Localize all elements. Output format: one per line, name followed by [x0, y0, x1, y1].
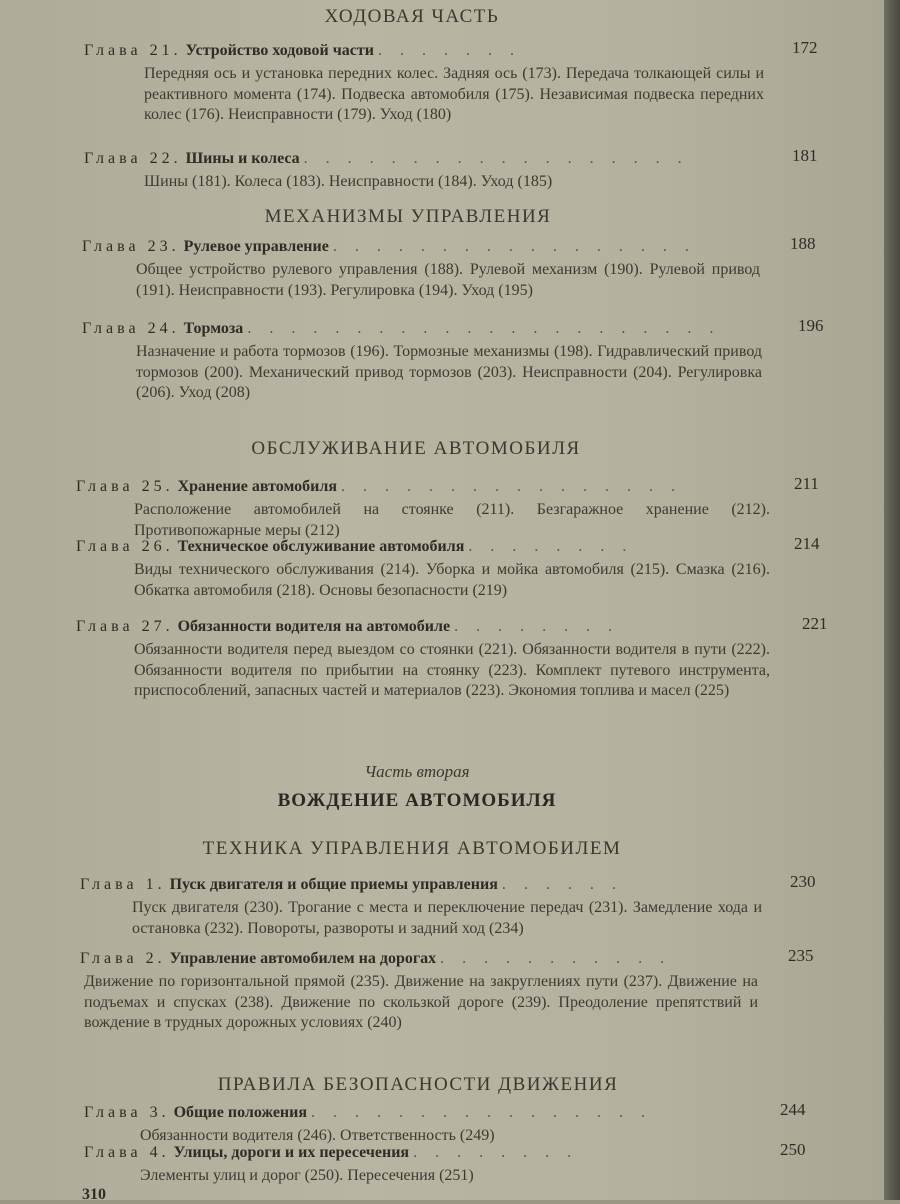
toc-chapter [76, 534, 856, 601]
toc-chapter [80, 872, 860, 939]
chapter-label: Глава 25. [76, 478, 174, 495]
leader-dots: . . . . . . . . [413, 1144, 579, 1161]
chapter-title: Управление автомобилем на дорогах [169, 950, 437, 967]
chapter-contents: Пуск двигателя (230). Трогание с места и переключение передач (231). Замедление хода и остановка (232). Повороты, развороты и задний ход (234) [132, 899, 762, 937]
leader-dots: . . . . . . . . [468, 538, 634, 555]
chapter-contents: Обязанности водителя перед выездом со стоянки (221). Обязанности водителя в пути (222). Обязанности водителя по прибытии на стоянку (223). Комплект путевого инструмента, приспособлений, запасных частей и материалов (223). Экономия топлива и масел (225) [134, 641, 770, 699]
leader-dots: . . . . . . . [377, 42, 521, 59]
chapter-contents: Передняя ось и установка передних колес. Задняя ось (173). Передача толкающей силы и реактивного момента (174). Подвеска автомобиля (175). Независимая подвеска передних колес (176). Неисправности (179). Уход (180) [144, 65, 764, 123]
toc-chapter [84, 146, 864, 193]
leader-dots: . . . . . . . . . . . . . . . . . . . . . . [247, 320, 721, 337]
section-heading: ПРАВИЛА БЕЗОПАСНОСТИ ДВИЖЕНИЯ [217, 1074, 619, 1095]
toc-chapter [84, 1100, 864, 1147]
leader-dots: . . . . . . . . . . . . . . . . [311, 1104, 653, 1121]
chapter-label: Глава 1. [80, 876, 166, 893]
chapter-page-number: 196 [798, 316, 824, 335]
chapter-contents: Расположение автомобилей на стоянке (211). Безгаражное хранение (212). Противопожарные меры (212) [134, 501, 770, 539]
chapter-contents: Виды технического обслуживания (214). Уборка и мойка автомобиля (215). Смазка (216). Обкатка автомобиля (218). Основы безопасности (219) [134, 561, 770, 599]
leader-dots: . . . . . . . . [454, 618, 620, 635]
page-number: 310 [82, 1186, 106, 1203]
chapter-contents: Элементы улиц и дорог (250). Пересечения (251) [140, 1167, 474, 1184]
toc-chapter [82, 316, 862, 404]
chapter-page-number: 188 [790, 234, 816, 253]
leader-dots: . . . . . . . . . . . [440, 950, 672, 967]
chapter-title: Общие положения [173, 1104, 308, 1121]
toc-chapter [82, 234, 862, 301]
chapter-page-number: 235 [788, 946, 814, 965]
chapter-title: Улицы, дороги и их пересечения [173, 1144, 410, 1161]
chapter-title: Пуск двигателя и общие приемы управления [169, 876, 498, 893]
book-binding-edge [884, 0, 900, 1200]
toc-chapter [84, 1140, 864, 1187]
chapter-label: Глава 27. [76, 618, 174, 635]
chapter-title: Обязанности водителя на автомобиле [177, 618, 451, 635]
chapter-title: Рулевое управление [183, 238, 329, 255]
section-heading: ОБСЛУЖИВАНИЕ АВТОМОБИЛЯ [251, 438, 581, 459]
chapter-title: Шины и колеса [185, 150, 300, 167]
leader-dots: . . . . . . . . . . . . . . . . [341, 478, 683, 495]
chapter-title: Устройство ходовой части [185, 42, 374, 59]
chapter-page-number: 221 [802, 614, 828, 633]
chapter-label: Глава 3. [84, 1104, 170, 1121]
section-heading: МЕХАНИЗМЫ УПРАВЛЕНИЯ [264, 206, 552, 227]
chapter-title: Техническое обслуживание автомобиля [177, 538, 465, 555]
section-heading: ТЕХНИКА УПРАВЛЕНИЯ АВТОМОБИЛЕМ [202, 838, 622, 859]
toc-chapter [84, 38, 864, 126]
part-title: ВОЖДЕНИЕ АВТОМОБИЛЯ [277, 790, 557, 811]
section-heading: ХОДОВАЯ ЧАСТЬ [324, 6, 500, 27]
chapter-label: Глава 4. [84, 1144, 170, 1161]
chapter-label: Глава 2. [80, 950, 166, 967]
chapter-page-number: 230 [790, 872, 816, 891]
toc-chapter [76, 614, 856, 702]
chapter-label: Глава 23. [82, 238, 180, 255]
chapter-contents: Обязанности водителя (246). Ответственность (249) [140, 1127, 495, 1144]
toc-chapter [76, 474, 856, 541]
chapter-page-number: 244 [780, 1100, 806, 1119]
part-label: Часть вторая [364, 762, 470, 781]
chapter-contents: Назначение и работа тормозов (196). Тормозные механизмы (198). Гидравлический привод тормозов (200). Механический привод тормозов (203). Неисправности (204). Регулировка (206). Уход (208) [136, 343, 762, 401]
chapter-contents: Шины (181). Колеса (183). Неисправности (184). Уход (185) [144, 173, 553, 190]
chapter-page-number: 211 [794, 474, 819, 493]
leader-dots: . . . . . . . . . . . . . . . . . [332, 238, 696, 255]
chapter-contents: Движение по горизонтальной прямой (235). Движение на закруглениях пути (237). Движение на подъемах и спусках (238). Движение по скользкой дороге (239). Преодоление препятствий и вождение в трудных дорожных условиях (240) [84, 973, 758, 1031]
chapter-title: Тормоза [183, 320, 244, 337]
leader-dots: . . . . . . . . . . . . . . . . . . [303, 150, 689, 167]
leader-dots: . . . . . . [501, 876, 623, 893]
chapter-label: Глава 24. [82, 320, 180, 337]
chapter-title: Хранение автомобиля [177, 478, 338, 495]
chapter-page-number: 181 [792, 146, 818, 165]
chapter-label: Глава 22. [84, 150, 182, 167]
chapter-label: Глава 26. [76, 538, 174, 555]
chapter-page-number: 250 [780, 1140, 806, 1159]
chapter-contents: Общее устройство рулевого управления (188). Рулевой механизм (190). Рулевой привод (191). Неисправности (193). Регулировка (194). Уход (195) [136, 261, 760, 299]
chapter-page-number: 214 [794, 534, 820, 553]
chapter-label: Глава 21. [84, 42, 182, 59]
toc-chapter [80, 946, 860, 1034]
chapter-page-number: 172 [792, 38, 818, 57]
